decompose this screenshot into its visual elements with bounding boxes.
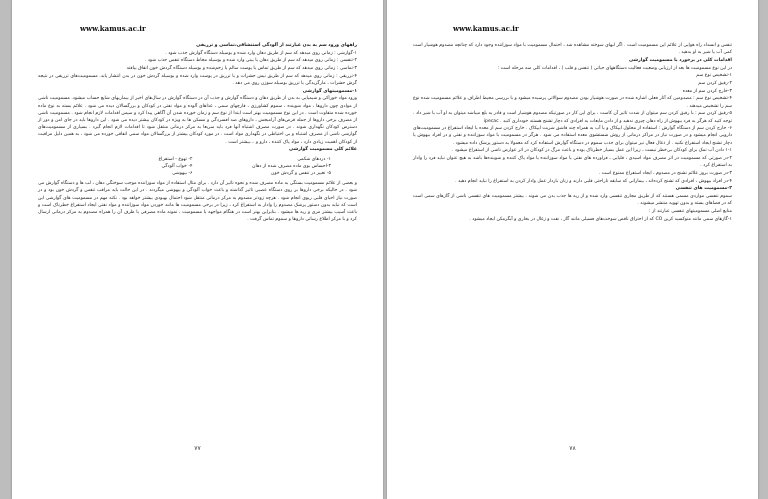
left-page-body <box>38 42 357 224</box>
list-item: ۵- تغییر در تنفس و گردش خون <box>271 170 331 176</box>
paragraph: ۱-گازهای سمی مانند منوکسید کربن CO که از احتراق ناقص سوخت‌های فسیلی مانند گاز ، نفت و زغال در بخاری و آبگرمکن ایجاد میشود . <box>469 216 732 222</box>
paragraph: ۳-در صورت بروز علائم تشنج در مصدوم ، ایجاد استفراغ ممنوع است . <box>598 170 732 176</box>
symptoms-list <box>64 156 331 178</box>
paragraph: تنفس و انسداد راه هوایی از علائم این مسمومیت است . اگر لبهای سوخته مشاهده شد ، احتمال مسمومیت با مواد سوزاننده وجود دارد که چنانچه مصدوم هوشیار است کمی آب یا شیر به او بدهید . <box>413 43 732 56</box>
page-number: ۷۷ <box>194 445 201 452</box>
paragraph: ۴-تشخیص نوع سم : مصدومین که آثار فعلی اشاره شده در صورت هوشیار بودن مصدوم سوالاتی پرسیده میشود و با بررسی محیط اطراف و علائم مسمومیت شده نوع سم را تشخیص میدهند . <box>413 96 732 109</box>
list-item: ۳-احساس بوی ماده مصرف شده از دهان <box>252 163 331 169</box>
paragraph: ۴-در افراد بیهوش ، افرادی که تشنج کرده‌اند ، بیمارانی که سابقه ناراحتی قلبی دارند و زنان باردار عمل وادار کردن به استفراغ را نباید انجام دهید . <box>455 178 732 184</box>
paragraph: ورود مواد خوراکی و شیمیایی به بدن از طریق دهان و دستگاه گوارش و جذب آن در دستگاه گوارش در سال‌های اخیر از بیماریهای شایع حساب میشود. مسمومیت ناشی از موادی چون داروها ، مواد شوینده ، سموم کشاورزی ، قارچهای سمی ، غذاهای آلوده و مواد نفتی در کودکان و بزرگسالان دیده می شود . علائم بسته به نوع ماده خورده شده متفاوت است . در این نوع مسمومیت بهتر است ابتدا از نوع سم و زمان خورده شدن آن آگاهی پیدا کرد و سپس اقدامات لازم انجام شود . مسمومیت ناشی از مصرف برخی داروها از جمله قرص‌های آرامبخش ، داروهای ضد افسردگی و مسکن ها به ویژه در کودکان بیشتر دیده می شود . این داروها باید در جای امن و دور از دسترس کودکان نگهداری شوند . در صورت مصرف اشتباه آنها فرد باید سریعا به مرکز درمانی منتقل شود تا اقدامات لازم انجام گیرد . بسیاری از مسمومیت‌های گوارشی ناشی از مصرف اشتباه و بی احتیاطی در نگهداری مواد است . در مورد کودکان بیشتر از بزرگسالان مواد سمی اتفاقی خورده می شود ، به همین دلیل مراقبت از کودکان اهمیت زیادی دارد ، مواد پاک کننده ، دارو و ...بیشتر است . <box>38 96 357 145</box>
list-item: ۳-خارج کردن سم از معده <box>682 88 732 94</box>
site-url: www.kamus.ac.ir <box>80 24 146 33</box>
page-number: ۷۸ <box>569 445 576 452</box>
paragraph: سموم تنفسی مواردی مسمی هستند که از طریق مجاری تنفسی وارد شده و از ریه ها جذب بدن می شوند . بیشتر مسمومیت های تنفسی ناشی از گازهای سمی است که در فضاهای بسته و بدون تهویه منتشر میشوند . <box>413 194 732 207</box>
list-item: ۶- بیهوشی <box>172 170 193 176</box>
list-item: ۴- خواب آلودگی <box>161 163 193 169</box>
left-page <box>12 0 383 499</box>
paragraph: ۴-تزریقی : زمانی روی میدهد که سم از طریق نیش حشرات و یا تزریق در پوست وارد شده و بوسیله گردش خون در بدن انتشار یابد. مسمومیت‌های تزریقی در نتیجه گزش حشرات ، مارگزیدگی یا تزریق بوسیله سوزن روی می دهد . <box>38 73 357 87</box>
paragraph: ۵-رقیق کردن سم : با رقیق کردن سم میتوان از شدت تاثیر آن کاست ، برای این کار در صورتیکه مصدوم هوشیار است و قادر به بلع میباشد میتوان به او آب یا شیر داد . توجه کنید که هرگز به فرد بیهوش از راه دهان چیزی ندهید و از دادن مایعات به افرادی که دچار تشنج هستند خودداری کنید . ipecac <box>413 111 732 124</box>
paragraph: در این نوع مسمومیت ها بعد از ارزیابی وضعیت فعالیت دستگاههای حیاتی ( تنفس و قلب ) ، اقدامات کلی سه مرحله است : <box>497 65 732 71</box>
paragraph: ۱-گوارشی : زمانی روی میدهد که سم از طریق دهان وارد شده و بوسیله دستگاه گوارش جذب شود . <box>165 50 357 56</box>
paragraph: ۶- خارج کردن سم از دستگاه گوارش : استفاده از محلول ایپکاک و یا آب به همراه چند قاشق شربت ایپکاک . خارج کردن سم از معده با ایجاد استفراغ در مسمومیت‌های دارویی انجام میشود و در صورت نیاز در مراکز درمانی از روش شستشوی معده استفاده می شود . هرگز در مسمومیت با مواد سوزاننده و نفتی و در افراد بیهوش یا دچار تشنج ایجاد استفراغ نکنید . از ذغال فعال نیز میتوان برای جذب سموم در دستگاه گوارش استفاده کرد که معمولا به دستور پزشک داده میشود . <box>413 126 732 146</box>
paragraph: ۳-تماسی : زمانی روی میدهد که سم از طریق تماس با پوست سالم یا زخم‌شده و بوسیله دستگاه گردش خون اتفاق بیافتد <box>126 66 357 72</box>
paragraph: ۱-۱ دادن آب نمک برای کودکان بی‌خطر نیست ، زیرا این عمل بسیار خطرناک بوده و باعث مرگ در کودکان در اثر عوارض ناشی از استفراغ میشود . <box>452 148 732 154</box>
section-heading: اقدامات کلی در برخورد با مسمومیت گوارشی <box>628 57 732 63</box>
paragraph: راههای ورود سم به بدن عبارتند از آلودگی استنشاقی،تماسی و تزریقی <box>196 43 357 48</box>
right-page-body <box>413 42 732 223</box>
site-url: www.kamus.ac.ir <box>453 24 519 33</box>
paragraph: منابع اصلی مسمومیتهای تنفسی عبارتند از : <box>649 208 732 214</box>
section-heading: ۱-مسمومیتهای گوارشی <box>302 88 357 94</box>
section-heading: علائم کلی مسمومیت گوارشی <box>289 147 357 153</box>
right-page <box>387 0 758 499</box>
list-item: ۱-تشخیص نوع سم <box>696 73 732 79</box>
list-item: ۲-رقیق کردن سم <box>698 81 732 87</box>
section-heading: ۲-مسمومیت های تنفسی <box>675 186 732 192</box>
paragraph: ۲-تنفسی : زمانی روی میدهد که سم از طریق دهان یا بینی وارد شده و بوسیله مخاط دستگاه تنفس جذب شود . <box>144 58 357 64</box>
list-item: ۱- دردهای شکمی <box>297 156 331 162</box>
paragraph: ۲-در صورتی که مسمومیت در اثر مصرف مواد اسیدی ، قلیایی ، فراورده های نفتی یا مواد سوزاننده یا مواد پاک کننده و شوینده‌ها باشد به هیچ عنوان نباید فرد را وادار به استفراغ کرد . <box>413 156 732 169</box>
paragraph: و بعضی از علائم مسمومیت بستگی به ماده مصرف شده و نحوه تاثیر آن دارد . برای مثال استفاده از مواد سوزاننده موجب سوختگی دهان ، لب ها و دستگاه گوارش می شود . در حالیکه برخی داروها بر روی دستگاه عصبی تاثیر گذاشته و باعث خواب آلودگی و بیهوشی میگردند . در این حالت باید مراقب تنفس و گردش خون بود و در صورت نیاز احیای قلبی ریوی انجام شود . هرچه زودتر مصدوم به مرکز درمانی منتقل شود احتمال بهبودی بیشتر خواهد بود . نکته مهم در مسمومیت های گوارشی این است که نباید بدون دستور پزشک مصدوم را وادار به استفراغ کرد ، زیرا در برخی مسمومیت ها مانند خوردن مواد سوزاننده و مواد نفتی ایجاد استفراغ خطرناک است و باعث آسیب بیشتر مری و ریه ها میشود . بنابراین بهتر است در هنگام مواجهه با مسمومیت ، نمونه ماده مصرفی یا ظرف آن را همراه مصدوم به مرکز درمانی ارسال کرد و با مرکز اطلاع رسانی داروها و سموم تماس گرفت . <box>38 181 357 223</box>
list-item: ۲- تهوع - استفراغ <box>158 156 193 162</box>
